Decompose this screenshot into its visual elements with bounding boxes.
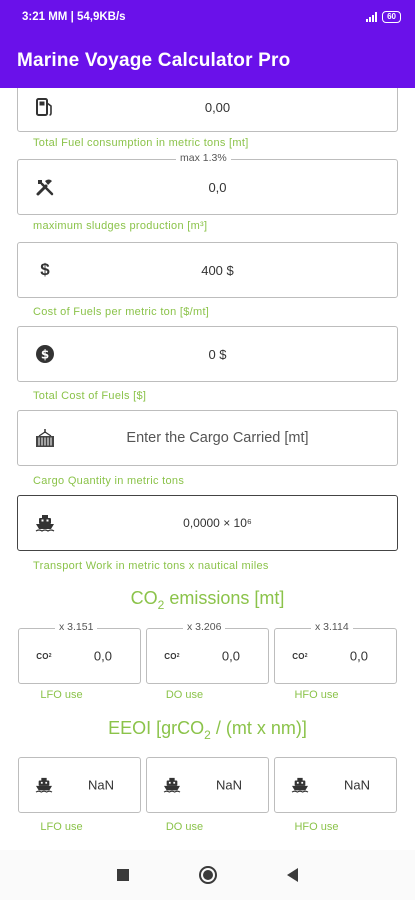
eeoi-lfo-label: LFO use — [40, 821, 83, 833]
fuel-cost-value: 400 $ — [201, 262, 234, 278]
fuel-cost-hint: Cost of Fuels per metric ton [$/mt] — [33, 306, 210, 318]
ship-icon — [161, 777, 183, 793]
eeoi-hfo-value: NaN — [343, 777, 370, 793]
fuel-pump-icon — [34, 96, 56, 118]
transport-work-hint: Transport Work in metric tons x nautical miles — [33, 560, 269, 572]
eeoi-hfo-label: HFO use — [294, 821, 339, 833]
eeoi-lfo-box[interactable] — [18, 757, 141, 813]
scroll-content[interactable] — [0, 88, 415, 850]
app-bar — [0, 34, 415, 88]
eeoi-hfo-box[interactable] — [274, 757, 397, 813]
transport-work-value: 0,0000 × 10⁶ — [183, 516, 252, 530]
sludges-value: 0,0 — [208, 179, 227, 195]
home-button[interactable] — [199, 866, 217, 884]
sludges-field[interactable] — [17, 152, 398, 215]
co2-do-value: 0,0 — [221, 648, 240, 664]
co2-hfo-value: 0,0 — [349, 648, 368, 664]
fuel-cost-field[interactable] — [17, 242, 398, 298]
eeoi-lfo-value: NaN — [87, 777, 114, 793]
co2-hfo-label: HFO use — [294, 689, 339, 701]
co2-icon: CO 2 — [164, 651, 180, 661]
app-title: Marine Voyage Calculator Pro — [17, 50, 291, 71]
transport-work-field[interactable] — [17, 495, 398, 551]
eeoi-do-box[interactable] — [146, 757, 269, 813]
co2-hfo-box[interactable] — [274, 621, 397, 684]
co2-lfo-factor: x 3.151 — [55, 621, 97, 633]
ship-icon — [34, 512, 56, 534]
dollar-icon: $ — [40, 260, 50, 279]
co2-lfo-box[interactable] — [18, 621, 141, 684]
status-bar — [0, 0, 415, 34]
cargo-input[interactable]: Enter the Cargo Carried [mt] — [126, 430, 309, 446]
co2-icon: CO 2 — [36, 651, 52, 661]
ship-icon — [33, 777, 55, 793]
svg-text:$: $ — [40, 347, 50, 362]
tools-icon — [34, 176, 56, 198]
sludges-legend: max 1.3% — [176, 152, 231, 164]
cargo-container-icon — [34, 427, 56, 449]
battery-icon: 60 — [382, 11, 401, 23]
co2-section-title: $CO_2$ emissions [mt] — [130, 588, 285, 612]
dollar-circle-icon — [34, 343, 56, 365]
signal-icon — [366, 12, 377, 22]
status-icons — [366, 11, 401, 23]
system-nav-bar — [0, 850, 415, 900]
eeoi-section-title: EEOI [grCO$_2$ / (mt x nm)] — [108, 718, 307, 742]
cargo-hint: Cargo Quantity in metric tons — [33, 475, 185, 487]
back-button[interactable] — [287, 868, 298, 882]
co2-do-factor: x 3.206 — [183, 621, 225, 633]
eeoi-do-label: DO use — [165, 821, 204, 833]
fuel-consumption-hint: Total Fuel consumption in metric tons [mt] — [33, 137, 249, 149]
fuel-consumption-value: 0,00 — [204, 99, 231, 115]
total-cost-value: 0 $ — [208, 346, 227, 362]
co2-hfo-factor: x 3.114 — [311, 621, 353, 633]
eeoi-do-value: NaN — [215, 777, 242, 793]
total-cost-hint: Total Cost of Fuels [$] — [33, 390, 147, 402]
co2-do-label: DO use — [165, 689, 204, 701]
co2-icon: CO 2 — [292, 651, 308, 661]
cargo-field[interactable] — [17, 410, 398, 466]
sludges-hint: maximum sludges production [m³] — [33, 220, 208, 232]
co2-lfo-label: LFO use — [40, 689, 83, 701]
status-time: 3:21 MM | 54,9KB/s — [22, 11, 126, 23]
total-cost-field[interactable] — [17, 326, 398, 382]
ship-icon — [289, 777, 311, 793]
co2-do-box[interactable] — [146, 621, 269, 684]
fuel-consumption-field[interactable] — [17, 88, 398, 132]
recents-button[interactable] — [117, 869, 129, 881]
co2-lfo-value: 0,0 — [93, 648, 112, 664]
